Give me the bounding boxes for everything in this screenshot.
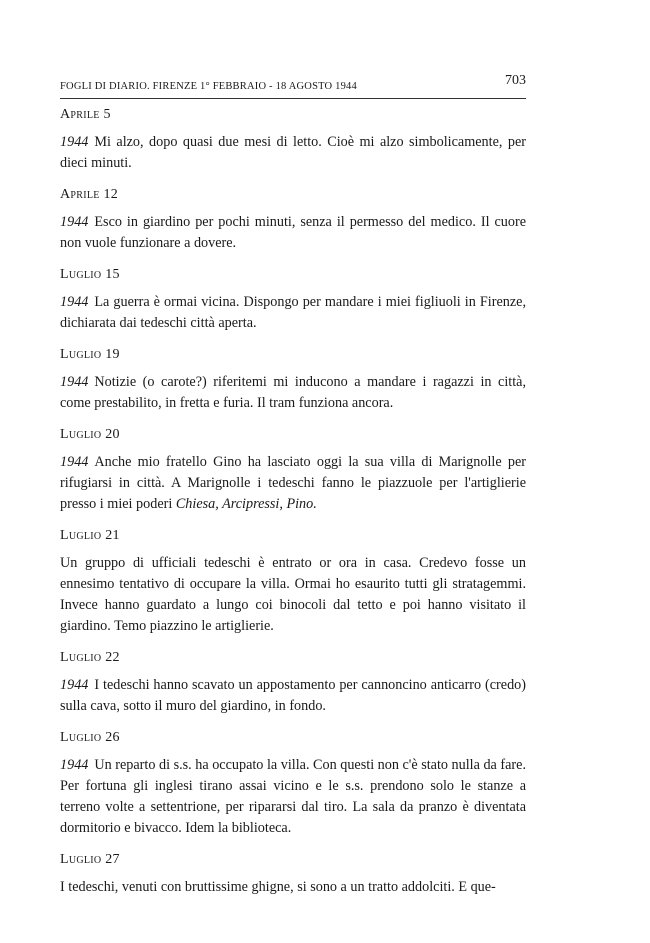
entry-text	[60, 132, 526, 174]
entry-date: Luglio 21	[60, 528, 120, 543]
entry-date: Aprile 5	[60, 107, 111, 122]
diary-body	[60, 106, 526, 910]
entry-date: Luglio 27	[60, 852, 120, 867]
entry-text	[60, 452, 526, 515]
entry-text	[60, 877, 526, 898]
diary-entry	[60, 527, 526, 637]
diary-entry	[60, 346, 526, 414]
entry-italic-places: Chiesa, Arcipressi, Pino.	[175, 496, 317, 512]
entry-year: 1944	[60, 677, 89, 693]
diary-entry	[60, 729, 526, 839]
entry-text	[60, 675, 526, 717]
entry-date: Luglio 15	[60, 267, 120, 282]
entry-body: Un gruppo di ufficiali tedeschi è entrato or ora in casa. Credevo fosse un ennesimo tentativo di occupare la villa. Ormai ho esaurito tutti gli stratagemmi. Invece hanno guardato a lungo coi binocoli dal tetto e poi hanno visitato il giardino. Temo piazzino le artiglierie.	[60, 555, 526, 634]
entry-body: I tedeschi, venuti con bruttissime ghigne, si sono a un tratto addolciti. E que-	[60, 879, 496, 895]
entry-body: Un reparto di s.s. ha occupato la villa. Con questi non c'è stato nulla da fare. Per fortuna gli inglesi tirano assai vicino e le s.s. prendono solo le stanze a terreno volte a settentrione, per ripararsi dal tiro. La sala da pranzo è diventata dormitorio e bivacco. Idem la biblioteca.	[60, 757, 526, 836]
diary-entry	[60, 426, 526, 515]
entry-year: 1944	[60, 757, 89, 773]
entry-date: Luglio 19	[60, 347, 120, 362]
entry-year: 1944	[60, 214, 89, 230]
entry-body: Notizie (o carote?) riferitemi mi inducono a mandare i ragazzi in città, come prestabilito, in fretta e furia. Il tram funziona ancora.	[60, 374, 526, 411]
entry-text	[60, 755, 526, 839]
entry-body: La guerra è ormai vicina. Dispongo per mandare i miei figliuoli in Firenze, dichiarata dai tedeschi città aperta.	[60, 294, 526, 331]
entry-date: Luglio 26	[60, 730, 120, 745]
diary-entry	[60, 106, 526, 174]
entry-text	[60, 212, 526, 254]
entry-text	[60, 553, 526, 637]
entry-year: 1944	[60, 134, 89, 150]
entry-year: 1944	[60, 294, 89, 310]
page-number: 703	[505, 73, 526, 88]
entry-date: Aprile 12	[60, 187, 119, 202]
entry-year: 1944	[60, 374, 89, 390]
running-title: FOGLI DI DIARIO. FIRENZE 1° FEBBRAIO - 18 AGOSTO 1944	[60, 81, 357, 92]
entry-text	[60, 372, 526, 414]
entry-body: I tedeschi hanno scavato un appostamento per cannoncino anticarro (credo) sulla cava, sotto il muro del giardino, in fondo.	[60, 677, 526, 714]
entry-body: Esco in giardino per pochi minuti, senza il permesso del medico. Il cuore non vuole funzionare a dovere.	[60, 214, 526, 251]
entry-date: Luglio 20	[60, 427, 120, 442]
diary-entry	[60, 186, 526, 254]
entry-year: 1944	[60, 454, 89, 470]
entry-date: Luglio 22	[60, 650, 120, 665]
diary-entry	[60, 649, 526, 717]
entry-body: Anche mio fratello Gino ha lasciato oggi la sua villa di Marignolle per rifugiarsi in città. A Marignolle i tedeschi fanno le piazzuole per l'artiglierie presso i miei poderi	[60, 454, 526, 512]
diary-entry	[60, 266, 526, 334]
diary-entry	[60, 851, 526, 898]
entry-text	[60, 292, 526, 334]
entry-body: Mi alzo, dopo quasi due mesi di letto. Cioè mi alzo simbolicamente, per dieci minuti.	[60, 134, 526, 171]
running-header	[60, 73, 526, 99]
